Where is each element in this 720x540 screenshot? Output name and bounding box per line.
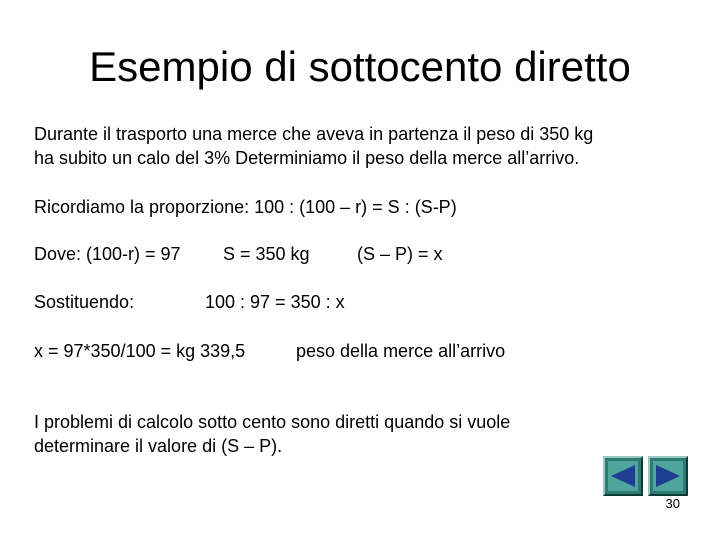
- conclusion-line-2: determinare il valore di (S – P).: [34, 436, 283, 456]
- result-expression: x = 97*350/100 = kg 339,5: [34, 341, 246, 361]
- previous-slide-button[interactable]: [603, 456, 643, 496]
- where-s-value: S = 350 kg: [223, 244, 310, 264]
- page-number: 30: [665, 496, 680, 511]
- substituting-label: Sostituendo:: [34, 292, 135, 312]
- where-x-value: (S – P) = x: [357, 244, 443, 264]
- slide-title: Esempio di sottocento diretto: [89, 43, 631, 90]
- proportion-line: Ricordiamo la proporzione: 100 : (100 – r) = S : (S-P): [34, 197, 457, 217]
- triangle-left-icon: [608, 462, 638, 490]
- intro-line-2: ha subito un calo del 3% Determiniamo il peso della merce all’arrivo.: [34, 148, 580, 168]
- next-slide-button[interactable]: [648, 456, 688, 496]
- intro-line-1: Durante il trasporto una merce che aveva in partenza il peso di 350 kg: [34, 124, 594, 144]
- result-description: peso della merce all’arrivo: [296, 341, 506, 361]
- substituting-expression: 100 : 97 = 350 : x: [205, 292, 345, 312]
- conclusion-line-1: I problemi di calcolo sotto cento sono diretti quando si vuole: [34, 412, 511, 432]
- triangle-right-icon: [653, 462, 683, 490]
- where-label: Dove: (100-r) = 97: [34, 244, 181, 264]
